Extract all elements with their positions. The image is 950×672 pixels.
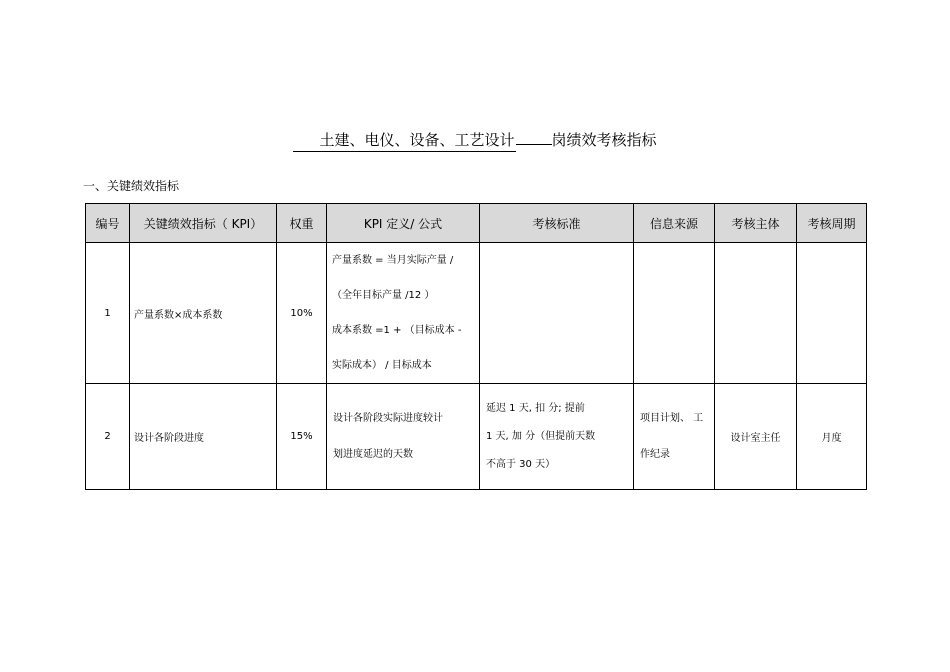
header-no: 编号: [86, 204, 130, 243]
cell-period: [797, 243, 867, 384]
definition-line: （全年目标产量 /12 ）: [332, 290, 435, 301]
cell-weight: 10%: [277, 243, 327, 384]
standard-line: 延迟 1 天, 扣 分; 提前: [486, 402, 585, 414]
table-row: [86, 384, 867, 490]
header-standard: 考核标准: [480, 204, 634, 243]
source-line: 项目计划、 工: [640, 412, 704, 424]
table-row: [86, 243, 867, 384]
document-title: [0, 128, 950, 152]
header-period: 考核周期: [797, 204, 867, 243]
cell-kpi: 产量系数×成本系数: [130, 243, 277, 384]
source-line: 作纪录: [640, 448, 670, 460]
cell-standard: [480, 384, 634, 490]
title-underlined-text: 土建、电仪、设备、工艺设计: [293, 129, 515, 152]
definition-line: 实际成本） / 目标成本: [332, 360, 432, 371]
header-weight: 权重: [277, 204, 327, 243]
title-blank-underline: [516, 128, 552, 145]
cell-weight: 15%: [277, 384, 327, 490]
kpi-table: [85, 203, 867, 490]
definition-line: 产量系数 = 当月实际产量 /: [332, 255, 454, 266]
cell-source: [634, 384, 715, 490]
definition-line: 成本系数 =1 + （目标成本 -: [332, 325, 462, 336]
cell-standard: [480, 243, 634, 384]
header-kpi: 关键绩效指标（ KPI）: [130, 204, 277, 243]
standard-line: 1 天, 加 分（但提前天数: [486, 430, 596, 442]
cell-no: 2: [86, 384, 130, 490]
cell-period: 月度: [797, 384, 867, 490]
title-suffix: 岗绩效考核指标: [551, 131, 657, 149]
header-subject: 考核主体: [715, 204, 797, 243]
section-heading: 一、关键绩效指标: [83, 179, 180, 193]
cell-source: [634, 243, 715, 384]
table-header-row: [86, 204, 867, 243]
definition-line: 设计各阶段实际进度较计: [333, 412, 443, 424]
header-definition: KPI 定义/ 公式: [327, 204, 480, 243]
cell-kpi: 设计各阶段进度: [130, 384, 277, 490]
cell-subject: 设计室主任: [715, 384, 797, 490]
header-source: 信息来源: [634, 204, 715, 243]
definition-line: 划进度延迟的天数: [333, 448, 413, 460]
cell-no: 1: [86, 243, 130, 384]
standard-line: 不高于 30 天）: [486, 458, 556, 470]
cell-definition: [327, 384, 480, 490]
cell-definition: [327, 243, 480, 384]
cell-subject: [715, 243, 797, 384]
